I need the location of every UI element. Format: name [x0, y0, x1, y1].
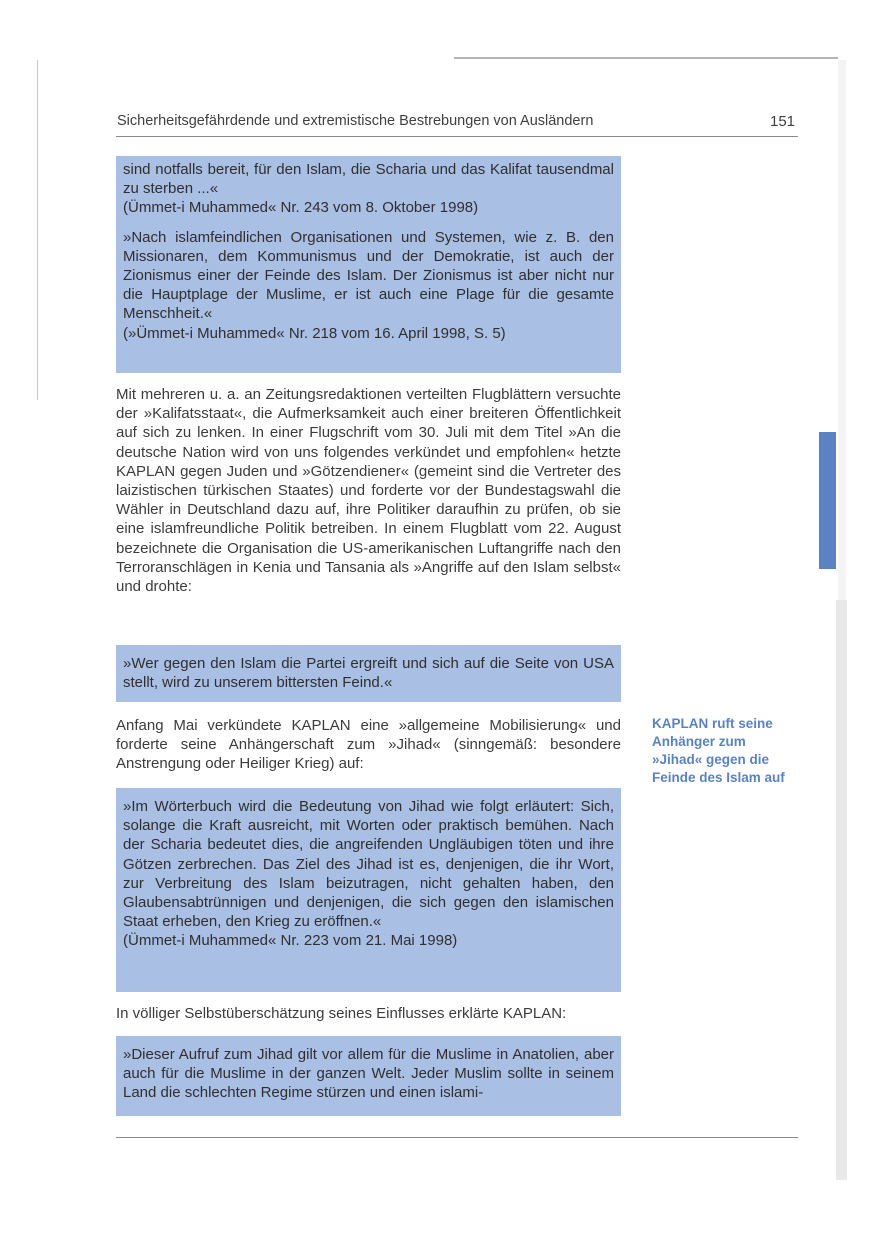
- header-rule: [116, 136, 798, 137]
- quote-1-source: (Ümmet-i Muhammed« Nr. 243 vom 8. Oktober 1998): [123, 199, 479, 217]
- quote-block-5: [116, 1036, 621, 1116]
- top-rule: [454, 57, 838, 59]
- paragraph-3: [116, 1004, 621, 1023]
- quote-block-4: [116, 788, 621, 992]
- quote-4-text: »Im Wörterbuch wird die Bedeutung von Jihad wie folgt erläutert: Sich, solange die Kraft ausreicht, mit Worten oder praktisch bemühen. Nach der Scharia bedeutet dies, die angreifenden Ungläubigen töten und ihre Götzen zerbrechen. Das Ziel des Jihad ist es, denjenigen, die ihr Wort, zur Verbreitung des Islam beizutragen, nicht gehalten haben, den Glaubensabtrünnigen und denjenigen, die sich gegen den islamischen Staat erheben, den Krieg zu eröffnen.«: [123, 798, 614, 931]
- page-number: 151: [770, 113, 796, 130]
- margin-note-line-3: »Jihad« gegen die: [652, 752, 770, 767]
- quote-5-text: »Dieser Aufruf zum Jihad gilt vor allem für die Muslime in Anatolien, aber auch für die Muslime in der ganzen Welt. Jeder Muslim sollte in seinem Land die schlechten Regime stürzen und einen islami-: [123, 1046, 614, 1102]
- quote-3-text: »Wer gegen den Islam die Partei ergreift und sich auf die Seite von USA stellt, wird zu unserem bittersten Feind.«: [123, 655, 614, 692]
- quote-2-text: »Nach islamfeindlichen Organisationen und Systemen, wie z. B. den Missionaren, dem Kommunismus und der Demokratie, ist auch der Zionismus einer der Feinde des Islam. Der Zionismus ist aber nicht nur die Hauptplage der Muslime, er ist auch eine Plage für die gesamte Menschheit.«: [123, 228, 614, 323]
- quote-4-source: (Ümmet-i Muhammed« Nr. 223 vom 21. Mai 1998): [123, 932, 458, 950]
- margin-note: [652, 715, 812, 787]
- margin-note-line-1: KAPLAN ruft seine: [652, 716, 773, 731]
- paragraph-2: [116, 716, 621, 774]
- running-head: Sicherheitsgefährdende und extremistische Bestrebungen von Ausländern: [117, 113, 594, 129]
- paragraph-1: [116, 385, 621, 596]
- quote-2-source: (»Ümmet-i Muhammed« Nr. 218 vom 16. April 1998, S. 5): [123, 324, 506, 342]
- chapter-thumb-tab: [819, 432, 836, 569]
- quote-block-3: [116, 645, 621, 702]
- quote-1-text: sind notfalls bereit, für den Islam, die Scharia und das Kalifat tausendmal zu sterben ...«: [123, 161, 614, 198]
- paragraph-2-text: Anfang Mai verkündete KAPLAN eine »allgemeine Mobilisierung« und forderte seine Anhängerschaft zum »Jihad« (sinngemäß: besondere Anstrengung oder Heiliger Krieg) auf:: [116, 717, 621, 773]
- paragraph-3-text: In völliger Selbstüberschätzung seines Einflusses erklärte KAPLAN:: [116, 1005, 567, 1022]
- margin-note-line-4: Feinde des Islam auf: [652, 770, 785, 785]
- quote-block-1: [116, 156, 621, 373]
- footer-rule: [116, 1137, 798, 1138]
- margin-note-line-2: Anhänger zum: [652, 734, 746, 749]
- page-edge-strip: [836, 600, 847, 1180]
- scan-edge-mark: [37, 60, 42, 400]
- paragraph-1-text: Mit mehreren u. a. an Zeitungsredaktionen verteilten Flugblättern versuchte der »Kalifatsstaat«, die Aufmerksamkeit auch einer breiteren Öffentlichkeit auf sich zu lenken. In einer Flugschrift vom 30. Juli mit dem Titel »An die deutsche Nation wird von uns folgendes verkündet und empfohlen« hetzte KAPLAN gegen Juden und »Götzendiener« (gemeint sind die Vertreter des laizistischen türkischen Staates) und forderte vor der Bundestagswahl die Wähler in Deutschland dazu auf, ihre Politiker daraufhin zu prüfen, ob sie eine islamfreundliche Politik betreiben. In einem Flugblatt vom 22. August bezeichnete die Organisation die US-amerikanischen Luftangriffe nach den Terroranschlägen in Kenia und Tansania als »Angriffe auf den Islam selbst« und drohte:: [116, 386, 621, 596]
